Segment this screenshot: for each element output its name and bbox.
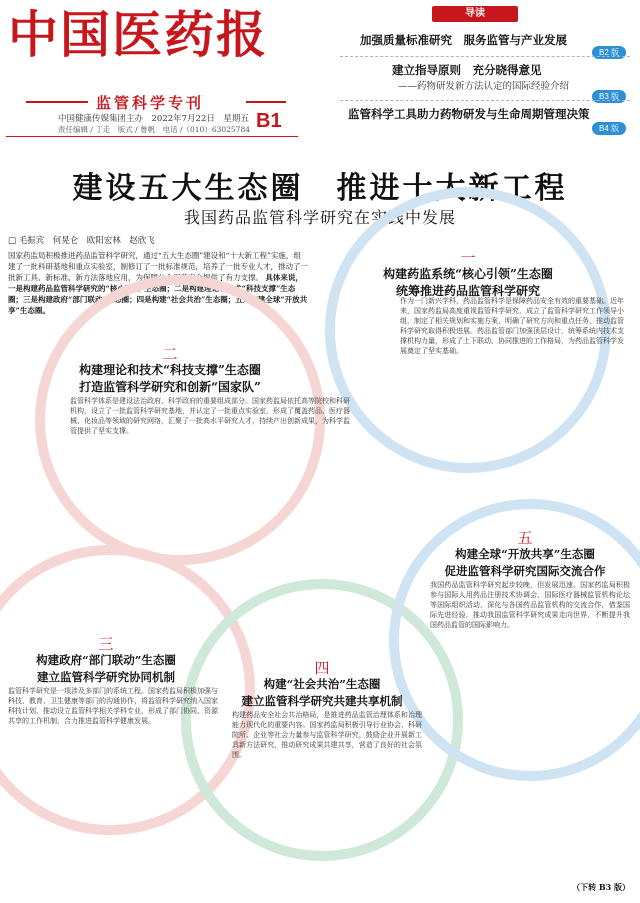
lead-text: 国家药监局积极推进药品监管科学研究，通过“五大生态圈”建设和“十大新工程”实施，组建了一批科研基地和重点实验室，制修订了一批标准规范，培养了一批专业人才，推动了一批新工具、新标准、新方法落地应用，为保障公众用药安全提供了有力支撑。 — [8, 251, 308, 282]
guide-badge-2: B3 版 — [592, 90, 626, 103]
continued-note: （下转 B3 版） — [572, 882, 630, 892]
guide-badge-1: B2 版 — [592, 46, 626, 59]
section-5 — [420, 530, 630, 580]
section-3 — [6, 636, 206, 686]
lead-bold-text: 具体来说，一是构建药品监管科学研究的“核心引领”生态圈；二是构建理论和技术“科技支撑”生态圈；三是构建政府“部门联动”生态圈；四是构建“社会共治”生态圈；五是构建全球“开放共享”生态圈。 — [8, 273, 308, 315]
section-4-body: 构建药品安全社会共治格局，是推进药品监管治理体系和治理能力现代化的重要内容。国家药监局积极引导行业协会、科研院所、企业等社会力量参与监管科学研究，鼓励企业开展新工具新方法研究，推动研究成果共建共享，营造了良好的社会氛围。 — [232, 711, 422, 759]
guide-item-2-text: 建立指导原则 充分晓得意见 — [392, 63, 542, 77]
guide-item-1-text: 加强质量标准研究 服务监管与产业发展 — [360, 33, 567, 47]
guide-item-2-sub: ——药物研发新方法认定的国际经验介绍 — [398, 81, 570, 92]
sponsor-date-line: 中国健康传媒集团主办 2022年7月22日 星期五 — [58, 114, 249, 124]
special-edition-label: 监管科学专刊 — [96, 94, 205, 112]
section-2-title: 构建理论和技术“科技支撑”生态圈 打造监管科学研究和创新“国家队” — [79, 363, 261, 394]
article-title: 建设五大生态圈 推进十大新工程 — [72, 171, 568, 206]
article-authors: □ 毛振宾 何晃仑 欧阳宏林 赵欣飞 — [8, 236, 155, 246]
section-2 — [60, 346, 280, 396]
section-5-body: 我国药品监管科学研究起步较晚，但发展迅速。国家药监局积极参与国际人用药品注册技术协调会、国际医疗器械监管机构论坛等国际组织活动，深化与各国药品监管机构的交流合作，借鉴国际先进经验，推动我国监管科学研究成果走向世界，不断提升我国药品监管的国际影响力。 — [430, 581, 630, 629]
guide-item-3-text: 监管科学工具助力药物研发与生命周期管理决策 — [348, 107, 590, 121]
guide-tab: 导读 — [432, 6, 518, 22]
section-3-body: 监管科学研究是一项涉及多部门的系统工程。国家药监局积极加强与科技、教育、卫生健康等部门的沟通协作，将监管科学研究纳入国家科技计划，推动设立监管科学相关学科专业，形成了部门协同、资源共享的工作机制，合力推进监管科学健康发展。 — [8, 687, 218, 725]
section-5-number: 五 — [517, 529, 533, 547]
editors-line: 责任编辑 / 丁走 版式 / 鲁帆 电话 /（010）63025784 — [58, 125, 250, 134]
page-number: B1 — [256, 110, 282, 132]
section-3-title: 构建政府“部门联动”生态圈 建立监管科学研究协同机制 — [36, 653, 176, 684]
section-2-body: 监管科学体系是建设法治政府、科学政府的重要组成部分。国家药监局依托高等院校和科研机构，设立了一批监管科学研究基地，并认定了一批重点实验室，形成了覆盖药品、医疗器械、化妆品等领域的研究网络，汇聚了一批高水平研究人才，持续产出创新成果，为科学监管提供了坚实支撑。 — [70, 397, 350, 435]
section-1-body: 作为一门新兴学科，药品监管科学是保障药品安全有效的重要基础。近年来，国家药监局高度重视监管科学研究，成立了监管科学研究工作领导小组，制定了相关规划和实施方案，明确了研究方向和重点任务，推动监管科学研究取得积极进展。药品监管部门加强顶层设计，统筹系统内技术支撑机构力量，形成了上下联动、协同推进的工作格局，为药品监管科学发展奠定了坚实基础。 — [400, 297, 624, 355]
section-3-number: 三 — [98, 635, 114, 653]
section-4-number: 四 — [314, 659, 330, 677]
guide-badge-3: B4 版 — [592, 122, 626, 135]
section-5-title: 构建全球“开放共享”生态圈 促进监管科学研究国际交流合作 — [444, 547, 606, 578]
section-2-number: 二 — [162, 345, 178, 363]
section-1 — [378, 250, 558, 300]
section-1-title: 构建药监系统“核心引领”生态圈 统筹推进药品监管科学研究 — [383, 267, 553, 298]
section-4 — [222, 660, 422, 710]
section-1-number: 一 — [460, 249, 476, 267]
article-subtitle: 我国药品监管科学研究在实践中发展 — [183, 208, 456, 227]
newspaper-logo: 中国医药报 — [8, 5, 268, 64]
section-4-title: 构建“社会共治”生态圈 建立监管科学研究共建共享机制 — [241, 677, 403, 708]
